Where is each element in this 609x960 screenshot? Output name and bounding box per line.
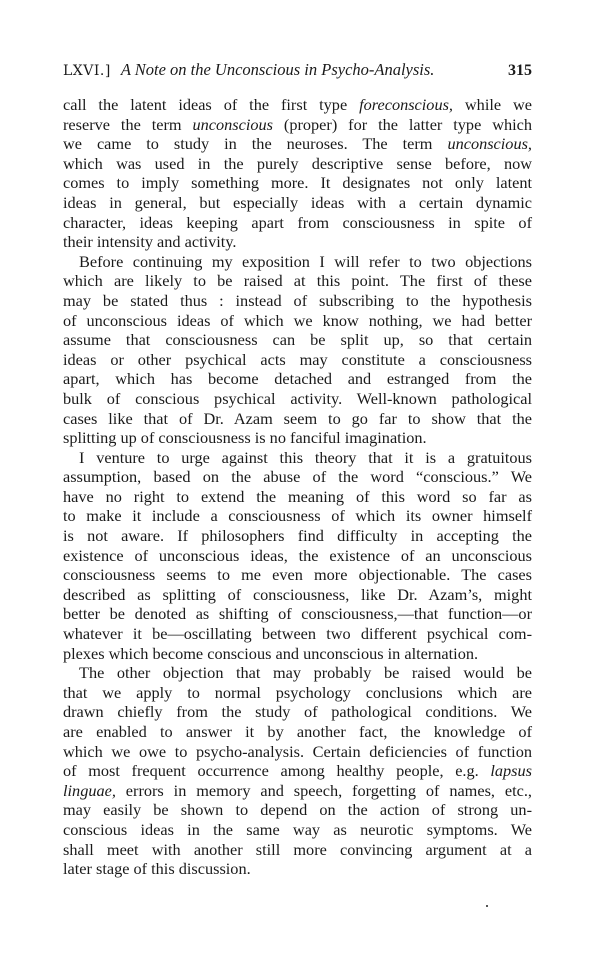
- text-line: [63, 683, 532, 703]
- text-run: of most frequent occurrence among healthy people, e.g.: [63, 761, 491, 781]
- text-line: [63, 859, 532, 879]
- text-line: [63, 526, 532, 546]
- text-run: to make it include a consciousness of which its owner himself: [63, 506, 532, 526]
- text-line: [63, 95, 532, 115]
- text-run: assumption, based on the abuse of the word “conscious.” We: [63, 467, 532, 487]
- scan-speck: [486, 905, 488, 907]
- text-run: whatever it be—oscillating between two different psychical com-: [63, 624, 532, 644]
- text-line: [63, 448, 532, 468]
- paragraph: [63, 95, 532, 252]
- text-line: [63, 624, 532, 644]
- text-run: The other objection that may probably be raised would be: [79, 663, 532, 683]
- text-line: [63, 154, 532, 174]
- text-line: [63, 369, 532, 389]
- text-run: ideas or other psychical acts may constitute a consciousness: [63, 349, 532, 369]
- text-line: [63, 761, 532, 781]
- text-run: splitting up of consciousness is no fanciful imagination.: [63, 428, 427, 448]
- text-line: [63, 291, 532, 311]
- text-line: [63, 173, 532, 193]
- text-run: are enabled to answer it by another fact, the knowledge of: [63, 722, 532, 741]
- text-run: which we owe to psycho-analysis. Certain deficiencies of function: [63, 741, 532, 761]
- text-run: which was used in the purely descriptive sense before, now: [63, 153, 532, 173]
- text-line: [63, 409, 532, 429]
- text-run: have no right to extend the meaning of this word so far as: [63, 486, 532, 506]
- text-line: [63, 840, 532, 860]
- running-head: [63, 60, 532, 84]
- text-run: conscious ideas in the same way as neurotic symptoms. We: [63, 819, 532, 839]
- italic-term: unconscious: [192, 114, 273, 134]
- text-run: assume that consciousness can be split up, so that certain: [63, 330, 532, 350]
- text-run: may easily be shown to depend on the action of strong un-: [63, 800, 532, 820]
- italic-term: unconscious,: [447, 134, 532, 154]
- paragraph: [63, 663, 532, 879]
- text-line: [63, 585, 532, 605]
- text-run: their intensity and activity.: [63, 232, 237, 252]
- chapter-number: LXVI.]: [63, 63, 111, 79]
- text-run: reserve the term: [63, 114, 193, 134]
- text-line: [63, 330, 532, 350]
- text-line: [63, 781, 532, 801]
- page-number: 315: [508, 62, 532, 79]
- text-run: shall meet with another still more convincing argument at a: [63, 839, 532, 859]
- text-line: [63, 467, 532, 487]
- text-run: consciousness seems to me even more objectionable. The cases: [63, 565, 532, 585]
- text-run: which are likely to be raised at this point. The first of these: [63, 271, 532, 291]
- text-line: [63, 742, 532, 762]
- text-line: [63, 389, 532, 409]
- paragraph: [63, 252, 532, 448]
- text-line: [63, 820, 532, 840]
- text-line: [63, 428, 532, 448]
- text-line: [63, 311, 532, 331]
- text-run: described as splitting of consciousness, like Dr. Azam’s, might: [63, 584, 532, 604]
- text-line: [63, 252, 532, 272]
- text-run: we came to study in the neuroses. The term: [63, 134, 448, 154]
- text-line: [63, 193, 532, 213]
- text-line: [63, 800, 532, 820]
- text-line: [63, 644, 532, 664]
- text-line: [63, 232, 532, 252]
- text-run: is not aware. If philosophers find difficulty in accepting the: [63, 526, 532, 546]
- text-run: bulk of conscious psychical activity. Well-known pathological: [63, 388, 532, 408]
- text-run: ideas in general, but especially ideas with a certain dynamic: [63, 192, 532, 212]
- text-line: [63, 722, 532, 742]
- text-run: plexes which become conscious and unconscious in alternation.: [63, 643, 479, 663]
- text-run: of unconscious ideas of which we know nothing, we had better: [63, 310, 532, 330]
- text-run: drawn chiefly from the study of pathological conditions. We: [63, 702, 532, 722]
- text-run: better be denoted as shifting of consciousness,—that function—or: [63, 604, 532, 624]
- text-line: [63, 115, 532, 135]
- italic-term: foreconscious,: [359, 95, 453, 114]
- text-line: [63, 271, 532, 291]
- italic-term: lapsus: [490, 761, 532, 781]
- book-page: [63, 60, 532, 879]
- text-run: call the latent ideas of the first type: [63, 95, 360, 114]
- text-run: that we apply to normal psychology conclusions which are: [63, 682, 532, 702]
- text-line: [63, 506, 532, 526]
- text-run: apart, which has become detached and estranged from the: [63, 369, 532, 389]
- text-line: [63, 546, 532, 566]
- text-run: comes to imply something more. It designates not only latent: [63, 173, 532, 193]
- text-line: [63, 134, 532, 154]
- text-run: I venture to urge against this theory that it is a gratuitous: [79, 447, 532, 467]
- text-line: [63, 565, 532, 585]
- running-title: A Note on the Unconscious in Psycho-Analysis.: [120, 60, 435, 79]
- text-run: Before continuing my exposition I will refer to two objections: [79, 251, 532, 271]
- text-run: errors in memory and speech, forgetting of names, etc.,: [115, 780, 532, 800]
- text-run: character, ideas keeping apart from consciousness in spite of: [63, 212, 532, 232]
- text-line: [63, 487, 532, 507]
- text-run: (proper) for the latter type which: [273, 114, 533, 134]
- paragraph: [63, 448, 532, 664]
- text-line: [63, 604, 532, 624]
- text-run: existence of unconscious ideas, the existence of an unconscious: [63, 545, 532, 565]
- text-line: [63, 350, 532, 370]
- italic-term: linguae,: [63, 780, 116, 800]
- text-run: cases like that of Dr. Azam seem to go far to show that the: [63, 408, 532, 428]
- text-line: [63, 663, 532, 683]
- text-line: [63, 213, 532, 233]
- text-run: later stage of this discussion.: [63, 859, 251, 879]
- text-line: [63, 702, 532, 722]
- text-run: while we: [453, 95, 532, 114]
- text-run: may be stated thus : instead of subscribing to the hypothesis: [63, 290, 532, 310]
- body-text: [63, 95, 532, 879]
